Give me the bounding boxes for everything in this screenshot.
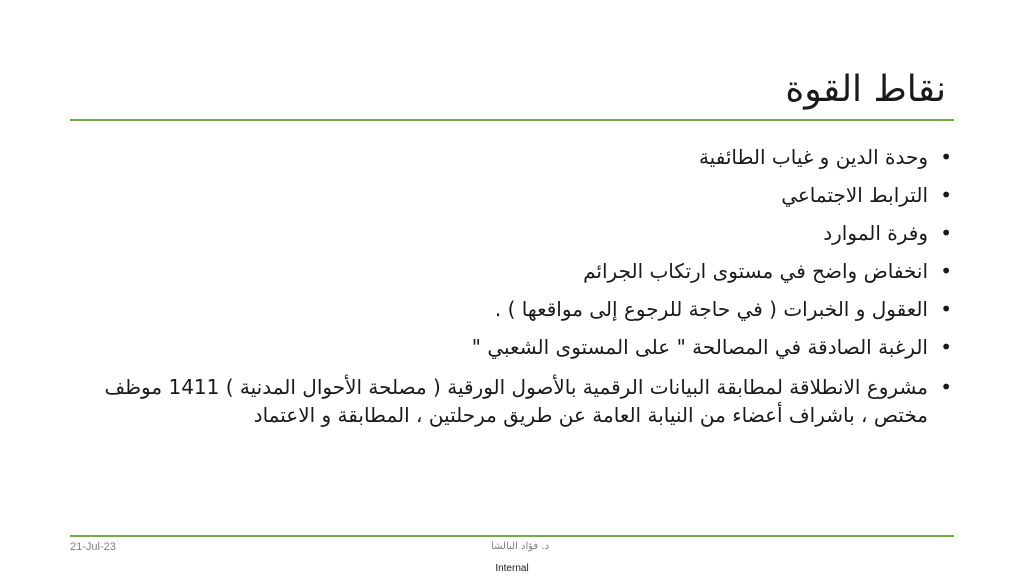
footer-author: د. فؤاد البالشا — [490, 541, 550, 552]
footer-divider — [70, 535, 954, 537]
bullet-item: • الرغبة الصادقة في المصالحة " على المستوى الشعبي " — [88, 335, 928, 359]
bullet-item: • العقول و الخبرات ( في حاجة للرجوع إلى مواقعها ) . — [88, 297, 928, 321]
title-divider — [70, 119, 954, 121]
bullet-list — [88, 145, 928, 443]
classification-label: Internal — [495, 563, 529, 574]
bullet-item: • الترابط الاجتماعي — [88, 183, 928, 207]
bullet-item: • وحدة الدين و غياب الطائفية — [88, 145, 928, 169]
footer-date: 21-Jul-23 — [70, 541, 116, 553]
bullet-item: • انخفاض واضح في مستوى ارتكاب الجرائم — [88, 259, 928, 283]
bullet-item: • وفرة الموارد — [88, 221, 928, 245]
bullet-item: • مشروع الانطلاقة لمطابقة البيانات الرقمية بالأصول الورقية ( مصلحة الأحوال المدنية ) 1411 موظف مختص ، باشراف أعضاء من النيابة العامة عن طريق مرحلتين ، المطابقة و الاعتماد — [88, 373, 928, 429]
slide-title: نقاط القوة — [785, 69, 946, 110]
